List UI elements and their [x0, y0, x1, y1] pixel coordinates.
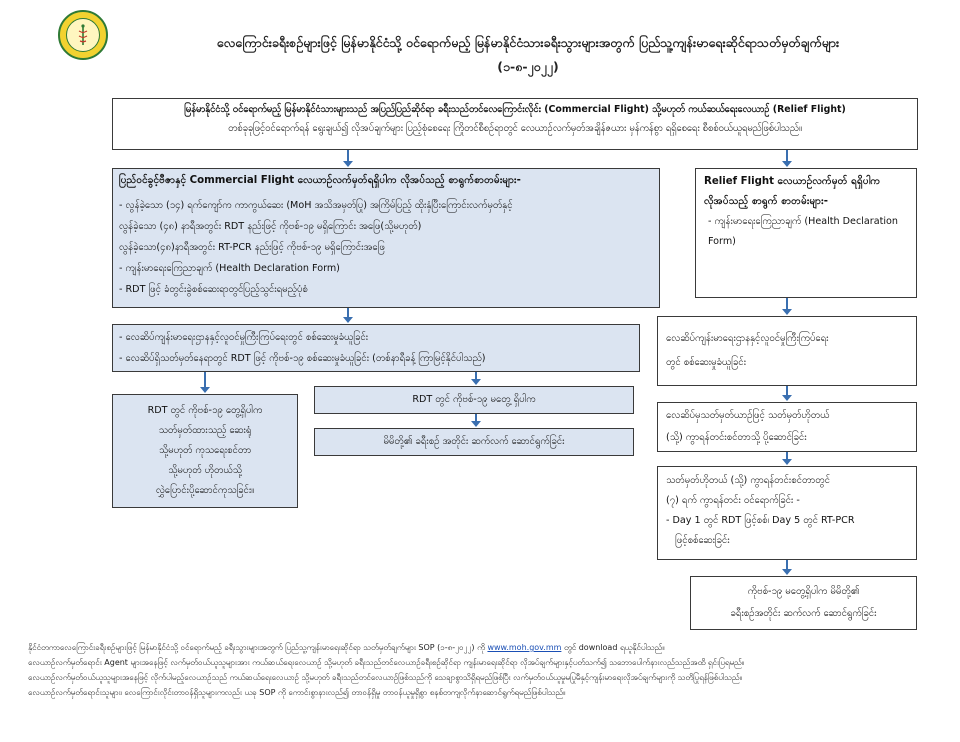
quarantine-box — [657, 466, 917, 560]
airport-line-2: - လေဆိပ်ရှိသတ်မှတ်နေရာတွင် RDT ဖြင့် ကိုဗစ်-၁၉ စစ်ဆေးမှုခံယူခြင်း (တစ်နာရီခန့် ကြာမြင့်နိုင်ပါသည်) — [119, 353, 486, 364]
commercial-item-2: လွန်ခဲ့သော (၄၈) နာရီအတွင်း RDT နည်းဖြင့် ကိုဗစ်-၁၉ မရှိကြောင်း အဖြေ(သို့မဟုတ်) — [119, 221, 422, 232]
transfer-line-1: လေဆိပ်မှသတ်မှတ်ယာဉ်ဖြင့် သတ်မှတ်ဟိုတယ် — [666, 410, 830, 421]
negative-text: RDT တွင် ကိုဗစ်-၁၉ မတွေ့ ရှိပါက — [412, 394, 536, 405]
footnote-4: လေယာဉ်လက်မှတ်ရောင်းသူများ၊ လေကြောင်းလိုင်းတာဝန်ရှိသူများကလည်း ယခု SOP ကို ကောင်းစွာနားလည်၍ တာဝန်ရှိမှု တာဝန်ယူမှုရှိစွာ စနစ်တကျလိုက်နာဆောင်ရွက်ရမည်ဖြစ်ပါသည်။ — [28, 688, 566, 697]
commercial-item-1: - လွန်ခဲ့သော (၁၄) ရက်ကျော်က ကာကွယ်ဆေး (MoH အသိအမှတ်ပြု) အကြိမ်ပြည့် ထိုးနှံပြီးကြောင်းလက်မှတ်နှင့် — [119, 200, 513, 211]
relief-airport-box — [657, 316, 917, 386]
arrow-quarantine-to-final — [782, 560, 792, 576]
final-continue-box — [690, 576, 917, 630]
airport-line-1: - လေဆိပ်ကျန်းမာရေးဌာနနှင့်လူဝင်မှုကြီးကြပ်ရေးတွင် စစ်ဆေးမှုခံယူခြင်း — [119, 332, 369, 343]
quarantine-line-2: (၇) ရက် ကွာရန်တင်း ဝင်ရောက်ခြင်း - — [666, 495, 800, 506]
positive-line-1: RDT တွင် ကိုဗစ်-၁၉ တွေ့ရှိပါက — [147, 405, 263, 416]
arrow-relief-to-airport — [782, 298, 792, 316]
arrow-negative-to-home — [471, 414, 481, 428]
commercial-heading: ပြည်ဝင်ခွင့်ဗီဇာနှင့် Commercial Flight လေယာဉ်လက်မှတ်ရရှိပါက လိုအပ်သည့် စာရွက်စာတမ်းများ- — [119, 175, 521, 186]
footnote-1-suffix: တွင် download ရယူနိုင်ပါသည်။ — [563, 643, 665, 652]
relief-airport-line-2: တွင် စစ်ဆေးမှုခံယူခြင်း — [666, 357, 747, 368]
arrow-intro-to-commercial — [343, 150, 353, 168]
quarantine-line-4: ဖြင့်စစ်ဆေးခြင်း — [666, 535, 730, 546]
negative-result-box — [314, 386, 634, 414]
footnote-1-text: နိုင်ငံတကာလေကြောင်းခရီးစဉ်များဖြင့် မြန်မာနိုင်ငံသို့ ဝင်ရောက်မည့် ခရီးသွားများအတွက် ပြည်သူ့ကျန်းမာရေးဆိုင်ရာ သတ်မှတ်ချက်များ SOP (၁-၈-၂၀၂၂) ကို — [28, 643, 485, 652]
footnote-1 — [28, 640, 940, 655]
footnote-3: လေယာဉ်လက်မှတ်ဝယ်ယူသူများအနေဖြင့် လိုက်ပါမည့်လေယာဉ်သည် ကယ်ဆယ်ရေးလေယာဉ် သို့မဟုတ် ခရီးသည်တင်လေယာဉ်ဖြစ်သည်ကို သေချာစွာသိရှိရမည်ဖြစ်ပြီး လက်မှတ်ဝယ်ယူမှုမပြုမီနှင့်ကျန်းမာရေးလိုအပ်ချက်များကို သတိပြုရန်ဖြစ်ပါသည်။ — [28, 673, 743, 682]
quarantine-line-1: သတ်မှတ်ဟိုတယ် (သို့) ကွာရန်တင်းစင်တာတွင် — [666, 475, 830, 486]
arrow-relief-airport-to-transfer — [782, 386, 792, 402]
positive-line-3: သို့မဟုတ် ကုသရေးစင်တာ — [158, 445, 252, 456]
positive-line-5: လွှဲပြောင်းပို့ဆောင်ကုသခြင်း။ — [155, 485, 255, 496]
home-text: မိမိတို့၏ ခရီးစဉ် အတိုင်း ဆက်လက် ဆောင်ရွက်ခြင်း — [383, 436, 565, 447]
relief-item: - ကျန်းမာရေးကြေညာချက် (Health Declaration Form) — [708, 216, 898, 247]
commercial-item-5: - RDT ဖြင့် ခံတွင်းခွဲစစ်ဆေးရာတွင်ပြည့်သွင်းရမည့်ပုံစံ — [119, 284, 308, 295]
intro-box — [112, 98, 918, 150]
intro-line-1: မြန်မာနိုင်ငံသို့ ဝင်ရောက်မည့် မြန်မာနိုင်ငံသားများသည် အပြည်ပြည်ဆိုင်ရာ ခရီးသည်တင်လေကြောင်းလိုင်း (Commercial Flight) သို့မဟုတ် ကယ်ဆယ်ရေးလေယာဉ် (Relief Flight) — [184, 104, 846, 115]
relief-heading: Relief Flight လေယာဉ်လက်မှတ် ရရှိပါက လိုအပ်သည့် စာရွက် စာတမ်းများ- — [704, 176, 881, 207]
hotel-transfer-box — [657, 402, 917, 452]
intro-line-2: တစ်ခုခုဖြင့်ဝင်ရောက်ရန် ရွေးချယ်၍ လိုအပ်ချက်များ ပြည့်စုံစေရေး ကြိုတင်စီစဉ်ရာတွင် လေယာဉ်လက်မှတ်အချိန်ဇယား မှန်ကန်စွာ ရရှိစေရေး စီစစ်ဝယ်ယူရမည်ဖြစ်ပါသည်။ — [228, 123, 802, 134]
arrow-transfer-to-quarantine — [782, 452, 792, 466]
quarantine-line-3: - Day 1 တွင် RDT ဖြင့်စစ်၊ Day 5 တွင် RT-PCR — [666, 515, 855, 526]
transfer-line-2: (သို့) ကွာရန်တင်းစင်တာသို့ ပို့ဆောင်ခြင်း — [666, 432, 807, 443]
relief-airport-line-1: လေဆိပ်ကျန်းမာရေးဌာနနှင့်လူဝင်မှုကြီးကြပ်ရေး — [666, 333, 829, 344]
page-title: လေကြောင်းခရီးစဉ်များဖြင့် မြန်မာနိုင်ငံသို့ ဝင်ရောက်မည့် မြန်မာနိုင်ငံသားခရီးသွားများအတွက် ပြည်သူ့ကျန်းမာရေးဆိုင်ရာသတ်မှတ်ချက်များ — [216, 35, 840, 50]
commercial-flight-box — [112, 168, 660, 308]
arrow-airport-to-positive — [200, 372, 210, 394]
logo-emblem — [66, 18, 100, 52]
commercial-item-3: လွန်ခဲ့သော(၄၈)နာရီအတွင်း RT-PCR နည်းဖြင့် ကိုဗစ်-၁၉ မရှိကြောင်းအဖြေ — [119, 242, 385, 253]
arrow-commercial-to-airport — [343, 308, 353, 324]
commercial-item-4: - ကျန်းမာရေးကြေညာချက် (Health Declaration Form) — [119, 263, 340, 274]
moh-website-link[interactable]: www.moh.gov.mm — [487, 643, 562, 652]
caduceus-icon — [71, 23, 95, 47]
footnote-2: လေယာဉ်လက်မှတ်ရောင်း Agent များအနေဖြင့် လက်မှတ်ဝယ်ယူသူများအား ကယ်ဆယ်ရေးလေယာဉ် သို့မဟုတ် ခရီးသည်တင်လေယာဉ်ခရီးစဉ်ဆိုင်ရာ ကျန်းမာရေးဆိုင်ရာ လိုအပ်ချက်များနှင့်ပတ်သက်၍ သဘောပေါက်နားလည်သည်အထိ ရှင်းပြရမည်။ — [28, 658, 745, 667]
positive-line-4: သို့မဟုတ် ဟိုတယ်သို့ — [168, 465, 242, 476]
relief-flight-box — [695, 168, 917, 298]
ministry-logo — [58, 10, 108, 60]
arrow-intro-to-relief — [782, 150, 792, 168]
final-line-2: ခရီးစဉ်အတိုင်း ဆက်လက် ဆောင်ရွက်ခြင်း — [730, 608, 877, 619]
page-date: (၁-၈-၂၀၂၂) — [497, 59, 559, 74]
arrow-airport-to-negative — [471, 372, 481, 386]
positive-line-2: သတ်မှတ်ထားသည့် ဆေးရုံ — [158, 425, 252, 436]
airport-check-box — [112, 324, 640, 372]
positive-result-box — [112, 394, 298, 508]
footnotes — [28, 640, 940, 700]
continue-journey-box — [314, 428, 634, 456]
final-line-1: ကိုဗစ်-၁၉ မတွေ့ရှိပါက မိမိတို့၏ — [747, 586, 860, 597]
